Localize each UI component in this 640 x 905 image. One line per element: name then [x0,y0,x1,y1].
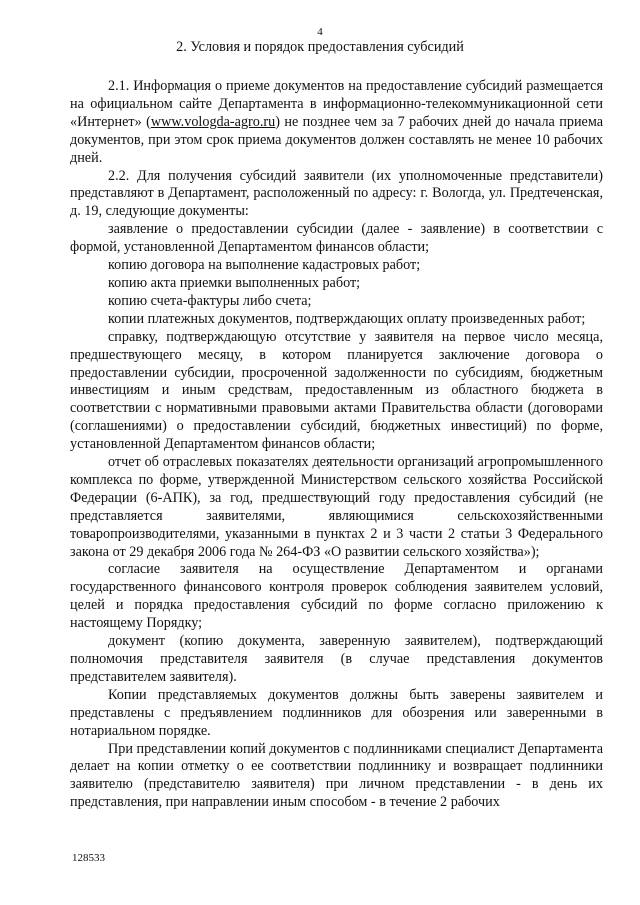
paragraph-2-1 [70,78,603,168]
document-list-item: справку, подтверждающую отсутствие у заявителя на первое число месяца, предшествующего месяцу, в котором планируется заключение договора о предоставлении субсидии, просроченной задолженности по субсидиям, бюджетным инвестициям и иным средствам, предоставленным из областного бюджета в соответствии с нормативными правовыми актами Правительства области (договорами (соглашениями) о предоставлении субсидий, бюджетных инвестиций) по форме, установленной Департаментом финансов области; [70,328,603,453]
paragraph-copies: Копии представляемых документов должны быть заверены заявителем и представлены с предъявлением подлинников для обозрения или заверенными в нотариальном порядке. [70,686,603,739]
page-number: 4 [317,26,323,38]
paragraph-2-1-text-after: ) не позднее чем за 7 рабочих дней до начала приема документов, при этом срок приема документов должен составлять не менее 10 рабочих дней. [70,113,604,166]
footer-document-code: 128533 [72,852,105,864]
document-body [70,78,603,812]
document-list-item: отчет об отраслевых показателях деятельности организаций агропромышленного комплекса по форме, утвержденной Министерством сельского хозяйства Российской Федерации (6-АПК), за год, предшествующий году предоставления субсидий (не представляется заявителями, являющимися сельскохозяйственными товаропроизводителями, указанными в пунктах 2 и 3 части 2 статьи 3 Федерального закона от 29 декабря 2006 года № 264-ФЗ «О развитии сельского хозяйства»); [70,454,603,560]
document-list-item: копии платежных документов, подтверждающих оплату произведенных работ; [108,310,586,327]
document-list-item: согласие заявителя на осуществление Департаментом и органами государственного финансового контроля проверок соблюдения заявителем условий, целей и порядка предоставления субсидий по форме согласно приложению к настоящему Порядку; [70,561,603,632]
document-list-item: копию договора на выполнение кадастровых работ; [108,257,421,274]
section-heading: 2. Условия и порядок предоставления субсидий [176,39,464,55]
paragraph-2-1-text-before: 2.1. Информация о приеме документов на предоставление субсидий размещается на официальном сайте Департамента в информационно-телекоммуникационной сети «Интернет» ( [70,78,603,130]
document-list-item: копию счета-фактуры либо счета; [108,292,312,309]
document-list-item: заявление о предоставлении субсидии (далее - заявление) в соответствии с формой, установленной Департаментом финансов области; [70,221,603,256]
website-link[interactable]: www.vologda-agro.ru [150,113,276,130]
paragraph-originals: При представлении копий документов с подлинниками специалист Департамента делает на копии отметку о ее соответствии подлиннику и возвращает подлинники заявителю (представителю заявителя) при личном представлении - в день их представления, при направлении иным способом - в течение 2 рабочих [70,740,603,811]
document-list-item: документ (копию документа, заверенную заявителем), подтверждающий полномочия представителя заявителя (в случае представления документов представителем заявителя). [70,633,603,685]
paragraph-2-2-intro: 2.2. Для получения субсидий заявители (их уполномоченные представители) представляют в Департамент, расположенный по адресу: г. Вологда, ул. Предтеченская, д. 19, следующие документы: [70,167,603,220]
document-list-item: копию акта приемки выполненных работ; [108,274,361,291]
